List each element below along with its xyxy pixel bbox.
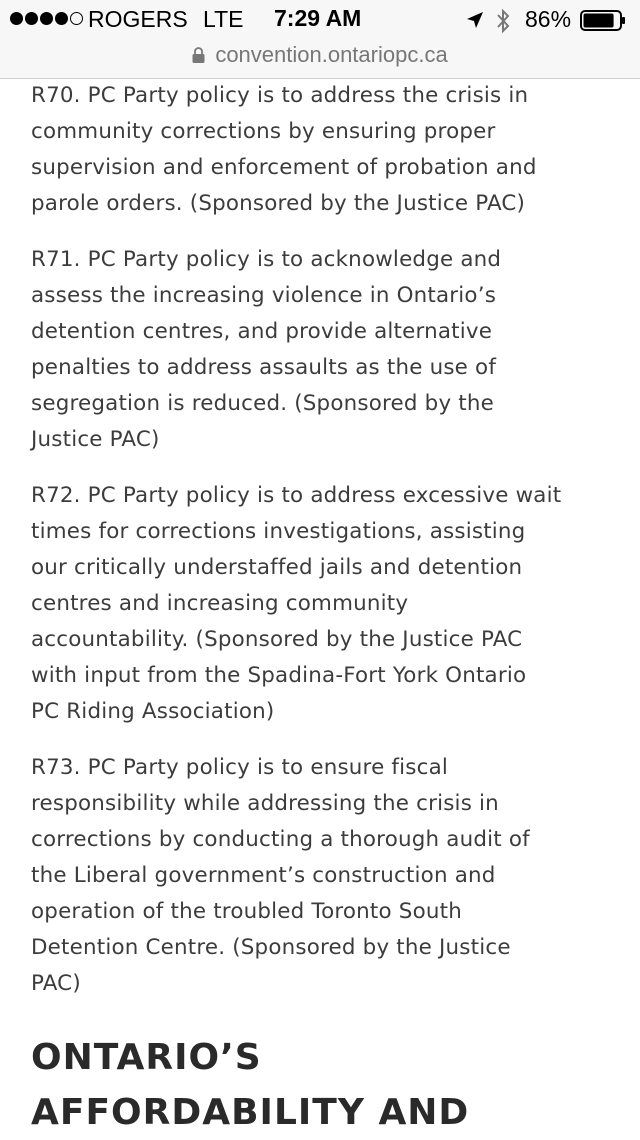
signal-dot [10,12,23,25]
battery-icon [580,10,626,31]
policy-paragraph-r70: R70. PC Party policy is to address the crisis in community corrections by ensuring proper supervision and enforcement of probation and parole orders. (Sponsored by the Justice PAC) [31,83,537,216]
signal-dot [25,12,38,25]
policy-paragraph-r72: R72. PC Party policy is to address excessive wait times for corrections investigations, assisting our critically understaffed jails and detention centres and increasing community accountability. (Sponsored by the Justice PAC with input from the Spadina-Fort York Ontario PC Riding Association) [31,483,562,724]
signal-dot [55,12,68,25]
signal-dot [40,12,53,25]
section-heading: ONTARIO’S AFFORDABILITY AND [31,1037,470,1133]
status-bar [0,0,640,40]
carrier-name: ROGERS [88,6,188,32]
policy-content [31,78,616,1140]
policy-paragraph-r71: R71. PC Party policy is to acknowledge and assess the increasing violence in Ontario’s detention centres, and provide alternative penalties to address assaults as the use of segregation is reduced. (Sponsored by the Justice PAC) [31,247,502,452]
address-bar-content[interactable] [192,42,447,68]
battery-percent: 86% [525,6,572,32]
page-url[interactable]: convention.ontariopc.ca [215,42,448,67]
location-arrow-icon [466,11,484,29]
address-bar[interactable] [0,40,640,74]
network-type: LTE [203,6,244,32]
signal-dot [70,12,83,25]
bluetooth-icon [495,8,511,34]
status-time: 7:29 AM [274,5,362,31]
policy-paragraph-r73: R73. PC Party policy is to ensure fiscal responsibility while addressing the crisis in corrections by conducting a thorough audit of the Liberal government’s construction and operation of the troubled Toronto South Detention Centre. (Sponsored by the Justice PAC) [31,755,530,996]
lock-icon [192,47,205,63]
signal-strength-icon [10,12,83,25]
browser-top-bar [0,0,640,79]
